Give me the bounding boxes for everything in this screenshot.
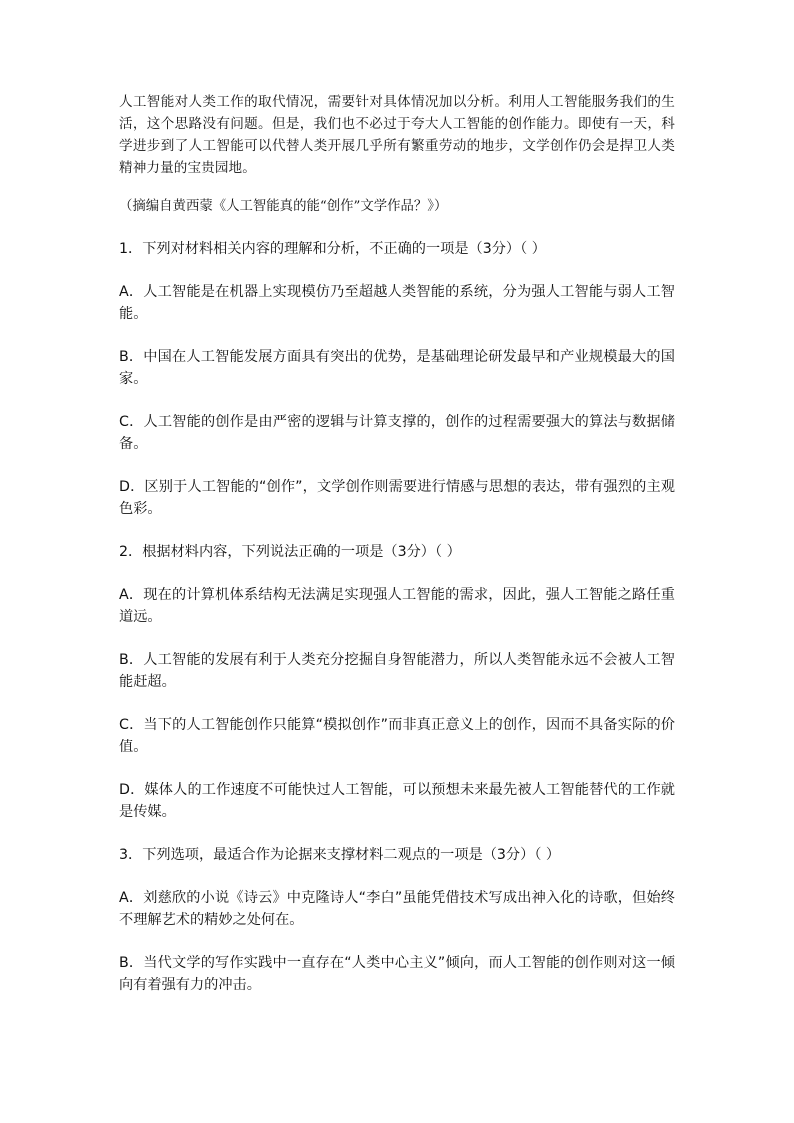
option-b: B．当代文学的写作实践中一直存在“人类中心主义”倾向，而人工智能的创作则对这一倾向有着强有力的冲击。 bbox=[119, 955, 675, 993]
question-stem: 3．下列选项，最适合作为论据来支撑材料二观点的一项是（3分）（ ） bbox=[119, 847, 561, 863]
option-d: D．媒体人的工作速度不可能快过人工智能，可以预想未来最先被人工智能替代的工作就是传媒。 bbox=[119, 782, 675, 820]
document-page bbox=[119, 91, 675, 996]
question-stem: 1．下列对材料相关内容的理解和分析，不正确的一项是（3分）（ ） bbox=[119, 241, 546, 257]
option-b: B．人工智能的发展有利于人类充分挖掘自身智能潜力，所以人类智能永远不会被人工智能赶超。 bbox=[119, 652, 675, 690]
option-b: B．中国在人工智能发展方面具有突出的优势，是基础理论研发最早和产业规模最大的国家。 bbox=[119, 349, 675, 387]
question-3 bbox=[119, 844, 675, 996]
option-a: A．人工智能是在机器上实现模仿乃至超越人类智能的系统，分为强人工智能与弱人工智能。 bbox=[119, 284, 675, 322]
option-d: D．区别于人工智能的“创作”，文学创作则需要进行情感与思想的表达，带有强烈的主观色彩。 bbox=[119, 479, 675, 517]
question-stem: 2．根据材料内容，下列说法正确的一项是（3分）（ ） bbox=[119, 544, 461, 560]
option-a: A．刘慈欣的小说《诗云》中克隆诗人“李白”虽能凭借技术写成出神入化的诗歌，但始终不理解艺术的精妙之处何在。 bbox=[119, 890, 675, 928]
option-c: C．当下的人工智能创作只能算“模拟创作”而非真正意义上的创作，因而不具备实际的价值。 bbox=[119, 717, 675, 755]
option-c: C．人工智能的创作是由严密的逻辑与计算支撑的，创作的过程需要强大的算法与数据储备。 bbox=[119, 414, 675, 452]
question-2 bbox=[119, 541, 675, 823]
option-a: A．现在的计算机体系结构无法满足实现强人工智能的需求，因此，强人工智能之路任重道远。 bbox=[119, 587, 675, 625]
passage-source: （摘编自黄西蒙《人工智能真的能“创作”文学作品？》） bbox=[119, 199, 448, 214]
question-1 bbox=[119, 238, 675, 520]
passage-paragraph: 人工智能对人类工作的取代情况，需要针对具体情况加以分析。利用人工智能服务我们的生活，这个思路没有问题。但是，我们也不必过于夸大人工智能的创作能力。即使有一天，科学进步到了人工智能可以代替人类开展几乎所有繁重劳动的地步，文学创作仍会是捍卫人类精神力量的宝贵园地。 bbox=[119, 94, 675, 176]
